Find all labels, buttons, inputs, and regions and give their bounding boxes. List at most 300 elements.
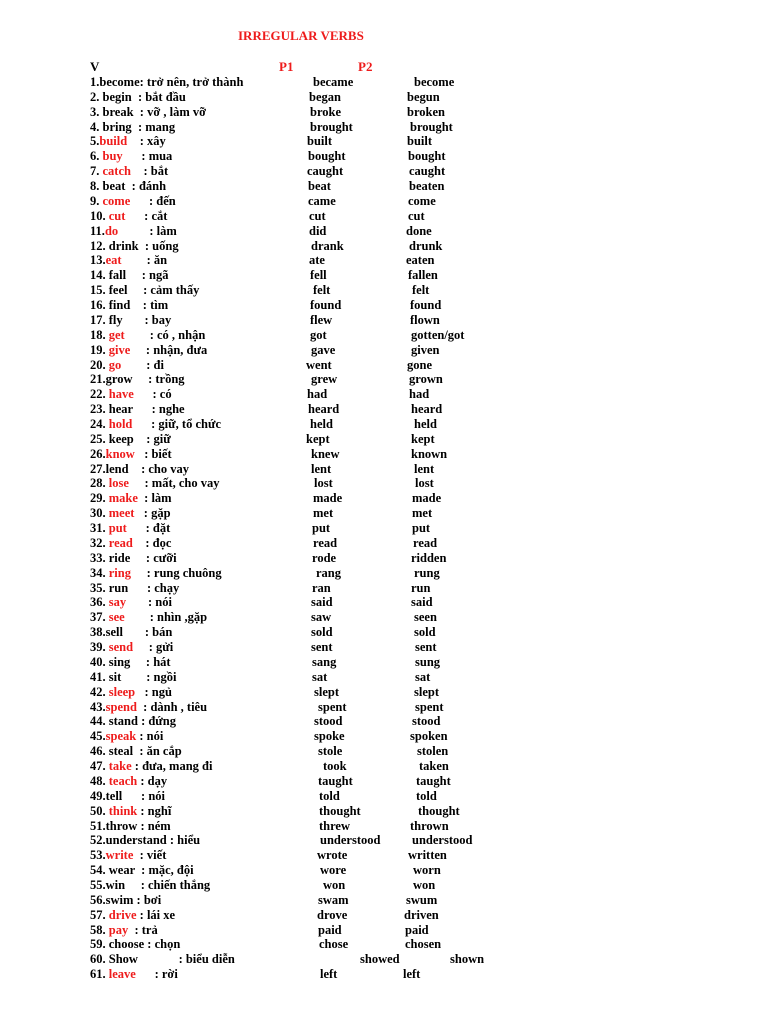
verb-number: 24. (90, 417, 109, 431)
verb-row (90, 75, 243, 90)
verb-row (90, 819, 171, 834)
verb-past-participle: done (406, 224, 432, 238)
verb-number: 50. (90, 804, 109, 818)
verb-number: 46. (90, 744, 109, 758)
verb-row (90, 536, 171, 551)
verb-past-simple: wrote (317, 848, 348, 862)
verb-number: 6. (90, 149, 103, 163)
verb-base: read (108, 536, 133, 550)
verb-meaning: : xây (127, 134, 166, 148)
verb-row (90, 298, 168, 313)
verb-meaning: : chạy (128, 581, 180, 595)
verb-past-participle: eaten (406, 253, 435, 267)
verb-row (90, 164, 168, 179)
verb-number: 2. (90, 90, 103, 104)
verb-past-simple: won (323, 878, 346, 892)
verb-base: bring (102, 120, 132, 134)
verb-meaning: : nghĩ (137, 804, 172, 818)
verb-meaning: : nói (136, 729, 164, 743)
verb-past-simple: told (319, 789, 340, 803)
verb-meaning: : tìm (130, 298, 169, 312)
verb-past-simple: cut (309, 209, 326, 223)
verb-past-participle: lent (414, 462, 435, 476)
verb-meaning: : đưa, mang đi (131, 759, 213, 773)
verb-number: 28. (90, 476, 109, 490)
verb-base: send (108, 640, 134, 654)
verb-base: wear (108, 863, 135, 877)
verb-past-simple: went (306, 358, 332, 372)
verb-meaning: : đánh (125, 179, 167, 193)
verb-base: sleep (108, 685, 136, 699)
verb-base: sing (108, 655, 131, 669)
verb-past-participle: known (411, 447, 448, 461)
verb-past-participle: worn (413, 863, 441, 877)
verb-past-participle: broken (407, 105, 445, 119)
verb-row (90, 967, 178, 982)
verb-past-participle: cut (408, 209, 425, 223)
verb-row (90, 789, 165, 804)
verb-past-participle: made (412, 491, 442, 505)
verb-past-simple: ran (312, 581, 331, 595)
verb-base: sit (108, 670, 122, 684)
verb-past-simple: threw (319, 819, 351, 833)
verb-base: get (108, 328, 125, 342)
verb-base: find (108, 298, 131, 312)
header-p1: P1 (279, 59, 294, 74)
verb-number: 20. (90, 358, 109, 372)
verb-number: 1. (90, 75, 100, 89)
verb-number: 34. (90, 566, 109, 580)
verb-base: know (105, 447, 135, 461)
verb-base: take (108, 759, 132, 773)
verb-meaning: : đứng (137, 714, 177, 728)
verb-row (90, 640, 173, 655)
verb-number: 26. (90, 447, 106, 461)
verb-meaning: : gặp (134, 506, 171, 520)
verb-number: 57. (90, 908, 109, 922)
verb-meaning: : ngã (126, 268, 169, 282)
verb-row (90, 476, 220, 491)
verb-base: choose (108, 937, 145, 951)
verb-row (90, 595, 172, 610)
verb-past-participle: driven (404, 908, 439, 922)
verb-past-participle: slept (414, 685, 439, 699)
verb-past-simple: spent (318, 700, 347, 714)
verb-row (90, 105, 206, 120)
verb-past-simple: kept (306, 432, 330, 446)
verb-meaning: : bắt đầu (131, 90, 186, 104)
verb-meaning: : làm (137, 491, 172, 505)
verb-row (90, 670, 176, 685)
verb-past-simple: lost (314, 476, 333, 490)
verb-meaning: : ăn cắp (133, 744, 182, 758)
verb-row (90, 402, 185, 417)
verb-meaning: : cưỡi (130, 551, 177, 565)
verb-number: 29. (90, 491, 109, 505)
verb-number: 41. (90, 670, 109, 684)
verb-meaning: : gửi (133, 640, 174, 654)
verb-base: break (102, 105, 134, 119)
verb-past-simple: began (309, 90, 341, 104)
verb-base: swim (105, 893, 134, 907)
verb-base: ring (108, 566, 131, 580)
verb-past-participle: swum (406, 893, 438, 907)
verb-past-participle: built (407, 134, 433, 148)
verb-base: feel (108, 283, 128, 297)
verb-number: 43. (90, 700, 106, 714)
verb-row (90, 343, 207, 358)
verb-base: begin (102, 90, 132, 104)
verb-past-simple: slept (314, 685, 339, 699)
verb-past-simple: rang (316, 566, 341, 580)
verb-past-simple: brought (310, 120, 353, 134)
verb-number: 16. (90, 298, 109, 312)
verb-row (90, 744, 182, 759)
verb-number: 38. (90, 625, 106, 639)
verb-meaning: : rời (135, 967, 178, 981)
verb-past-simple: found (310, 298, 342, 312)
verb-base: make (108, 491, 138, 505)
verb-past-simple: became (313, 75, 354, 89)
verb-meaning: : bắt (130, 164, 169, 178)
verb-past-participle: sent (415, 640, 437, 654)
verb-row (90, 134, 166, 149)
verb-past-participle: bought (408, 149, 446, 163)
verb-row (90, 253, 167, 268)
verb-past-simple: wore (320, 863, 347, 877)
verb-row (90, 878, 210, 893)
verb-meaning: : giữ, tổ chức (132, 417, 221, 431)
verb-past-participle: seen (414, 610, 437, 624)
verb-meaning: : biểu diễn (137, 952, 235, 966)
verb-meaning: : trở nên, trở thành (139, 75, 244, 89)
verb-past-participle: put (412, 521, 431, 535)
verb-row (90, 149, 172, 164)
verb-number: 30. (90, 506, 109, 520)
verb-past-participle: left (403, 967, 421, 981)
verb-past-simple: sent (311, 640, 333, 654)
verb-base: sell (105, 625, 123, 639)
verb-past-simple: drove (317, 908, 348, 922)
verb-row (90, 610, 207, 625)
verb-base: put (108, 521, 127, 535)
verb-base: steal (108, 744, 134, 758)
verb-past-participle: ridden (411, 551, 447, 565)
verb-past-participle: taken (419, 759, 449, 773)
verb-past-participle: sung (415, 655, 441, 669)
verb-row (90, 581, 179, 596)
verb-row (90, 833, 200, 848)
verb-base: hear (108, 402, 133, 416)
verb-past-simple: put (312, 521, 331, 535)
verb-base: give (108, 343, 131, 357)
verb-past-simple: lent (311, 462, 332, 476)
verb-number: 32. (90, 536, 109, 550)
verb-past-participle: won (413, 878, 436, 892)
verb-meaning: : nói (126, 595, 172, 609)
verb-base: buy (102, 149, 123, 163)
verb-past-simple: stole (318, 744, 343, 758)
verb-number: 17. (90, 313, 109, 327)
verb-meaning: : biết (134, 447, 172, 461)
verb-number: 51. (90, 819, 106, 833)
verb-number: 53. (90, 848, 106, 862)
verb-base: keep (108, 432, 134, 446)
verb-past-simple: left (320, 967, 338, 981)
verb-past-simple: came (308, 194, 336, 208)
verb-number: 10. (90, 209, 109, 223)
verb-base: see (108, 610, 125, 624)
verb-past-participle: stood (412, 714, 441, 728)
verb-number: 59. (90, 937, 109, 951)
verb-past-participle: met (412, 506, 433, 520)
verb-base: run (108, 581, 129, 595)
verb-row (90, 328, 205, 343)
verb-number: 33. (90, 551, 109, 565)
verb-number: 22. (90, 387, 109, 401)
verb-row (90, 729, 163, 744)
verb-meaning: : cảm thấy (127, 283, 200, 297)
verb-meaning: : chiến thắng (125, 878, 211, 892)
verb-past-simple: thought (319, 804, 361, 818)
verb-number: 27. (90, 462, 106, 476)
verb-number: 42. (90, 685, 109, 699)
verb-past-participle: taught (416, 774, 451, 788)
verb-row (90, 863, 194, 878)
header-p2: P2 (358, 59, 373, 74)
verb-meaning: : ngồi (121, 670, 177, 684)
verb-past-simple: drank (311, 239, 344, 253)
verb-past-participle: found (410, 298, 442, 312)
verb-number: 11. (90, 224, 105, 238)
verb-past-simple: gave (311, 343, 336, 357)
verb-past-participle: told (416, 789, 437, 803)
verb-meaning: : cho vay (128, 462, 189, 476)
verb-base: grow (105, 372, 133, 386)
verb-past-participle: spent (415, 700, 444, 714)
verb-past-simple: sold (311, 625, 333, 639)
verb-meaning: : vỡ , làm vỡ (133, 105, 207, 119)
verb-past-participle: heard (411, 402, 443, 416)
verb-meaning: : chọn (144, 937, 181, 951)
verb-meaning: : làm (118, 224, 177, 238)
verb-meaning: : viết (133, 848, 167, 862)
verb-past-participle: paid (405, 923, 429, 937)
verb-meaning: : ném (137, 819, 171, 833)
verb-past-participle: drunk (409, 239, 443, 253)
verb-row (90, 923, 158, 938)
verb-past-participle: thrown (410, 819, 449, 833)
verb-base: beat (102, 179, 126, 193)
verb-row (90, 313, 171, 328)
verb-row (90, 417, 221, 432)
verb-past-simple: grew (311, 372, 338, 386)
verb-number: 44. (90, 714, 109, 728)
verb-past-simple: read (313, 536, 338, 550)
verb-past-simple: met (313, 506, 334, 520)
verb-past-simple: heard (308, 402, 340, 416)
verb-past-simple: caught (307, 164, 344, 178)
verb-past-participle: stolen (417, 744, 449, 758)
verb-row (90, 268, 168, 283)
verb-base: come (102, 194, 131, 208)
verb-past-simple: saw (311, 610, 332, 624)
verb-meaning: : mua (122, 149, 173, 163)
verb-base: lend (105, 462, 129, 476)
verb-number: 13. (90, 253, 106, 267)
verb-number: 56. (90, 893, 106, 907)
verb-past-participle: beaten (409, 179, 445, 193)
verb-base: pay (108, 923, 129, 937)
verb-row (90, 685, 172, 700)
verb-base: drink (108, 239, 139, 253)
verb-past-participle: said (411, 595, 433, 609)
verb-past-simple: chose (319, 937, 349, 951)
verb-base: catch (102, 164, 131, 178)
verb-number: 35. (90, 581, 109, 595)
verb-meaning: : giữ (133, 432, 171, 446)
verb-row (90, 937, 180, 952)
verb-past-participle: read (413, 536, 438, 550)
verb-meaning: : có , nhận (124, 328, 206, 342)
verb-base: cut (108, 209, 126, 223)
verb-row (90, 239, 179, 254)
verb-past-simple: sang (312, 655, 337, 669)
verb-meaning: : dạy (137, 774, 168, 788)
verb-number: 52. (90, 833, 106, 847)
verb-past-simple: ate (309, 253, 325, 267)
verb-past-participle: gone (407, 358, 432, 372)
verb-number: 8. (90, 179, 103, 193)
verb-past-participle: brought (410, 120, 453, 134)
verb-past-simple: taught (318, 774, 353, 788)
verb-base: become (99, 75, 140, 89)
verb-meaning: : lái xe (136, 908, 176, 922)
verb-past-participle: rung (414, 566, 440, 580)
verb-row (90, 952, 235, 967)
verb-number: 5. (90, 134, 100, 148)
verb-row (90, 714, 176, 729)
verb-number: 4. (90, 120, 103, 134)
verb-number: 9. (90, 194, 103, 208)
verb-past-participle: held (414, 417, 437, 431)
verb-meaning: : mang (131, 120, 176, 134)
page-title: IRREGULAR VERBS (238, 28, 364, 43)
verb-past-participle: written (408, 848, 447, 862)
verb-number: 58. (90, 923, 109, 937)
verb-row (90, 759, 212, 774)
verb-row (90, 447, 172, 462)
verb-row (90, 179, 166, 194)
verb-meaning: : trồng (132, 372, 185, 386)
verb-past-simple: did (309, 224, 327, 238)
verb-row (90, 120, 175, 135)
verb-meaning: : cắt (125, 209, 168, 223)
verb-base: meet (108, 506, 135, 520)
verb-base: win (105, 878, 126, 892)
verb-past-simple: stood (314, 714, 343, 728)
verb-number: 40. (90, 655, 109, 669)
verb-row (90, 358, 164, 373)
verb-meaning: : nhận, đưa (130, 343, 208, 357)
verb-base: say (108, 595, 127, 609)
verb-number: 49. (90, 789, 106, 803)
verb-row (90, 387, 172, 402)
verb-base: stand (108, 714, 138, 728)
verb-past-participle: kept (411, 432, 435, 446)
verb-row (90, 655, 171, 670)
verb-number: 14. (90, 268, 109, 282)
verb-past-simple: paid (318, 923, 342, 937)
verb-number: 21. (90, 372, 106, 386)
verb-meaning: : nhìn ,gặp (124, 610, 208, 624)
verb-meaning: : nói (122, 789, 166, 803)
verb-row (90, 848, 166, 863)
verb-past-participle: had (409, 387, 430, 401)
verb-meaning: : bơi (133, 893, 162, 907)
verb-row (90, 521, 170, 536)
verb-past-simple: broke (310, 105, 342, 119)
verb-past-participle: come (408, 194, 436, 208)
verb-past-simple: rode (312, 551, 337, 565)
verb-base: have (108, 387, 134, 401)
verb-row (90, 908, 175, 923)
verb-past-participle: run (411, 581, 431, 595)
verb-past-simple: knew (311, 447, 340, 461)
verb-number: 7. (90, 164, 103, 178)
verb-number: 15. (90, 283, 109, 297)
verb-number: 61. (90, 967, 109, 981)
verb-past-simple: fell (310, 268, 327, 282)
verb-meaning: : ăn (121, 253, 168, 267)
verb-number: 25. (90, 432, 109, 446)
verb-base: ride (108, 551, 131, 565)
verb-past-simple: said (311, 595, 333, 609)
header-v: V (90, 59, 100, 74)
verb-base: leave (108, 967, 136, 981)
verb-base: build (99, 134, 128, 148)
verb-meaning: : có (133, 387, 172, 401)
verb-number: 36. (90, 595, 109, 609)
verb-past-participle: lost (415, 476, 434, 490)
verb-past-simple: bought (308, 149, 346, 163)
verb-past-participle: fallen (408, 268, 438, 282)
verb-past-simple: showed (360, 952, 400, 966)
verb-base: understand (105, 833, 167, 847)
verb-base: eat (105, 253, 122, 267)
verb-base: fly (108, 313, 123, 327)
verb-number: 3. (90, 105, 103, 119)
verb-past-simple: swam (318, 893, 349, 907)
verb-number: 39. (90, 640, 109, 654)
verb-past-participle: shown (450, 952, 485, 966)
verb-meaning: : bán (122, 625, 173, 639)
verb-past-participle: gotten/got (411, 328, 465, 342)
verb-meaning: : hát (130, 655, 171, 669)
verb-base: go (108, 358, 122, 372)
verb-row (90, 194, 176, 209)
verb-past-participle: thought (418, 804, 460, 818)
verb-meaning: : ngủ (135, 685, 172, 699)
verb-past-participle: caught (409, 164, 446, 178)
verb-base: lose (108, 476, 129, 490)
verb-past-participle: understood (412, 833, 473, 847)
verb-number: 45. (90, 729, 106, 743)
verb-past-participle: given (411, 343, 440, 357)
verb-base: do (104, 224, 119, 238)
verb-base: fall (108, 268, 127, 282)
verb-meaning: : đến (130, 194, 176, 208)
